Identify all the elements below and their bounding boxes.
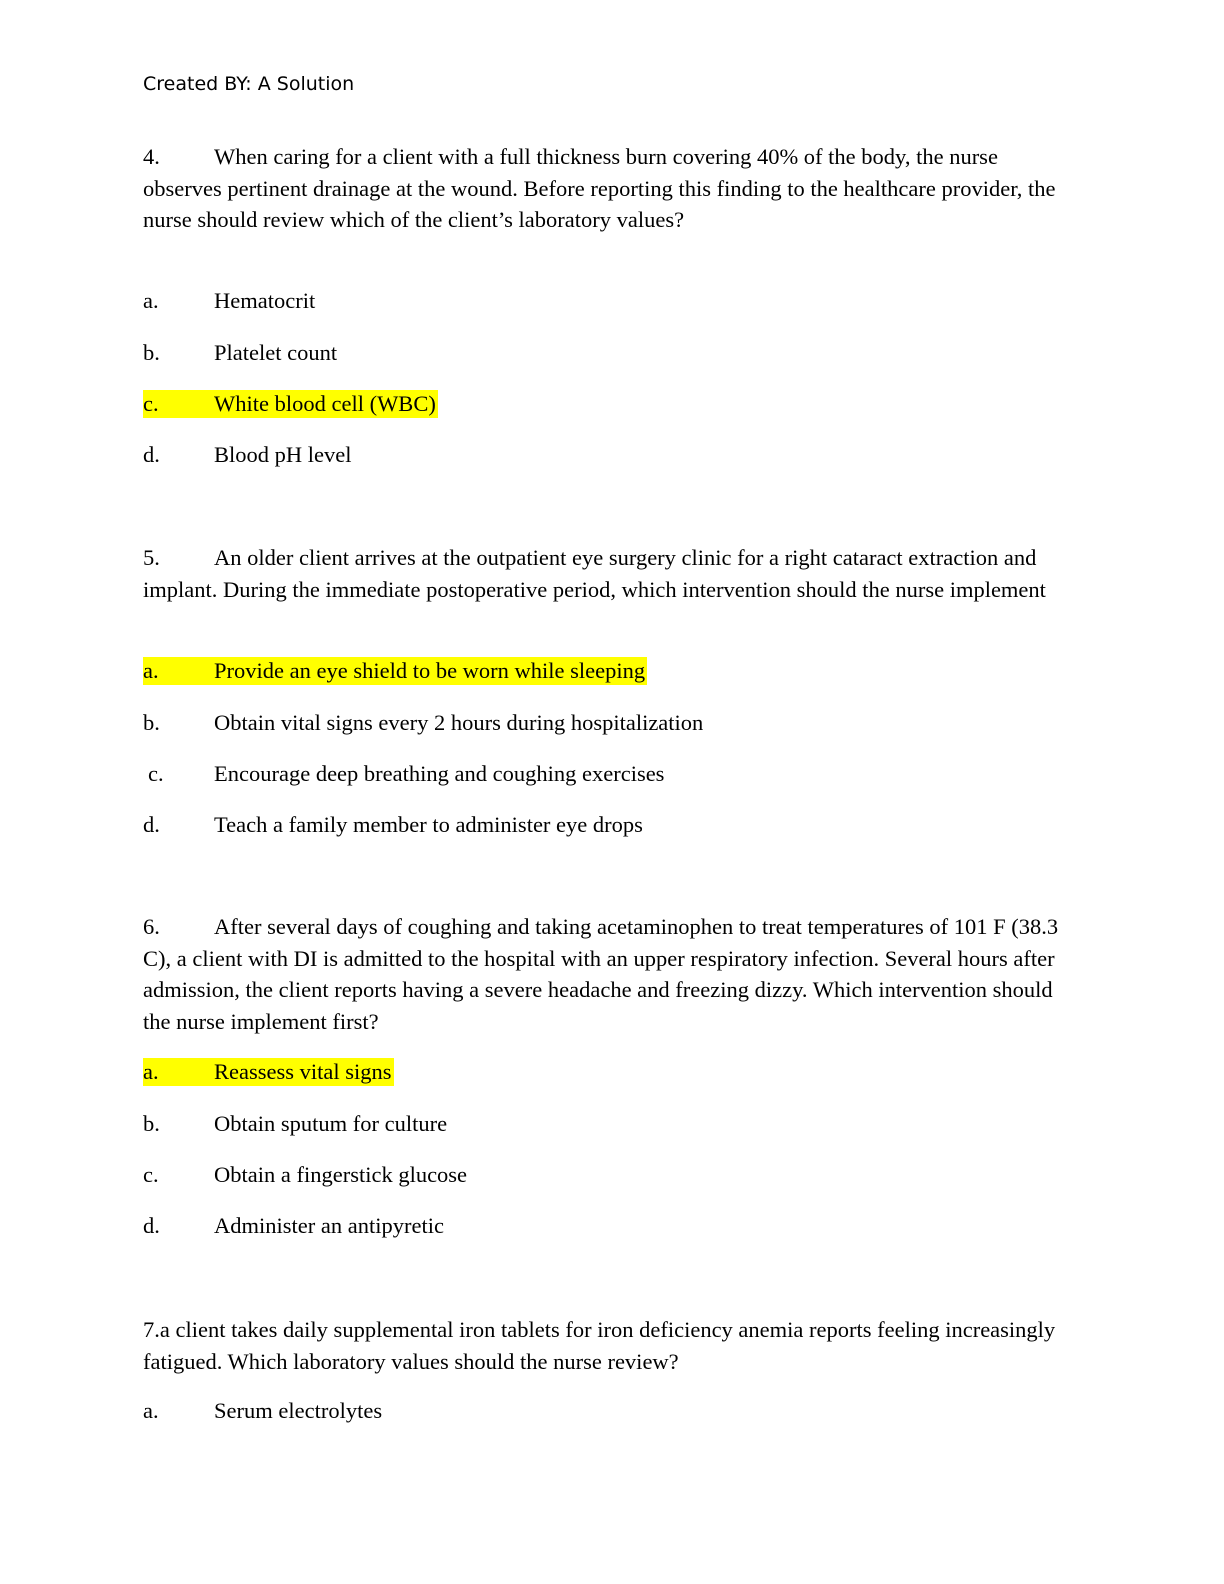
option-text: Obtain vital signs every 2 hours during hospitalization — [214, 710, 704, 735]
option-letter: a. — [143, 288, 159, 313]
option-5a-highlighted-answer — [143, 657, 647, 685]
option-text: Encourage deep breathing and coughing exercises — [214, 761, 665, 786]
option-7a — [143, 1397, 382, 1425]
option-text: Obtain sputum for culture — [214, 1111, 448, 1136]
option-text: Blood pH level — [214, 442, 352, 467]
option-letter: a. — [143, 658, 159, 683]
option-text: Teach a family member to administer eye drops — [214, 812, 643, 837]
question-text: When caring for a client with a full thickness burn covering 40% of the body, the nurse observes pertinent drainage at the wound. Before reporting this finding to the healthcare provider, the nurse should review which of the client’s laboratory values? — [143, 144, 1056, 233]
option-text: Administer an antipyretic — [214, 1213, 444, 1238]
question-4 — [143, 141, 1063, 236]
option-letter: c. — [143, 391, 159, 416]
option-letter: a. — [143, 1398, 159, 1423]
option-text: White blood cell (WBC) — [214, 391, 436, 416]
option-letter: d. — [143, 812, 160, 837]
option-5d — [143, 811, 643, 839]
option-6d — [143, 1212, 444, 1240]
option-4a — [143, 287, 315, 315]
option-5c — [143, 760, 664, 788]
option-letter: c. — [143, 1162, 159, 1187]
question-number: 6. — [143, 914, 160, 939]
option-5b — [143, 709, 703, 737]
option-6b — [143, 1110, 447, 1138]
option-letter: d. — [143, 442, 160, 467]
option-4c-highlighted-answer — [143, 390, 438, 418]
option-6c — [143, 1161, 467, 1189]
question-7 — [143, 1314, 1063, 1377]
question-text: After several days of coughing and taking acetaminophen to treat temperatures of 101 F (38.3 C), a client with DI is admitted to the hospital with an upper respiratory infection. Several hours after admission, the client reports having a severe headache and freezing dizzy. Which intervention should the nurse implement first? — [143, 914, 1059, 1034]
option-text: Platelet count — [214, 340, 338, 365]
document-header: Created BY: A Solution — [143, 73, 355, 95]
option-text: Provide an eye shield to be worn while sleeping — [214, 658, 646, 683]
option-letter: b. — [143, 710, 160, 735]
option-text: Obtain a fingerstick glucose — [214, 1162, 468, 1187]
option-letter: c. — [148, 761, 164, 786]
question-number: 7. — [143, 1317, 160, 1342]
option-text: Serum electrolytes — [214, 1398, 383, 1423]
question-5 — [143, 542, 1063, 605]
question-text: An older client arrives at the outpatient eye surgery clinic for a right cataract extraction and implant. During the immediate postoperative period, which intervention should the nurse implement — [143, 545, 1046, 602]
question-number: 4. — [143, 144, 160, 169]
option-6a-highlighted-answer — [143, 1058, 394, 1086]
option-letter: d. — [143, 1213, 160, 1238]
option-4b — [143, 339, 337, 367]
question-text: a client takes daily supplemental iron tablets for iron deficiency anemia reports feeling increasingly fatigued. Which laboratory values should the nurse review? — [143, 1317, 1056, 1374]
option-letter: a. — [143, 1059, 159, 1084]
option-text: Reassess vital signs — [214, 1059, 392, 1084]
question-number: 5. — [143, 545, 160, 570]
question-6 — [143, 911, 1063, 1037]
option-text: Hematocrit — [214, 288, 316, 313]
option-4d — [143, 441, 351, 469]
option-letter: b. — [143, 340, 160, 365]
option-letter: b. — [143, 1111, 160, 1136]
